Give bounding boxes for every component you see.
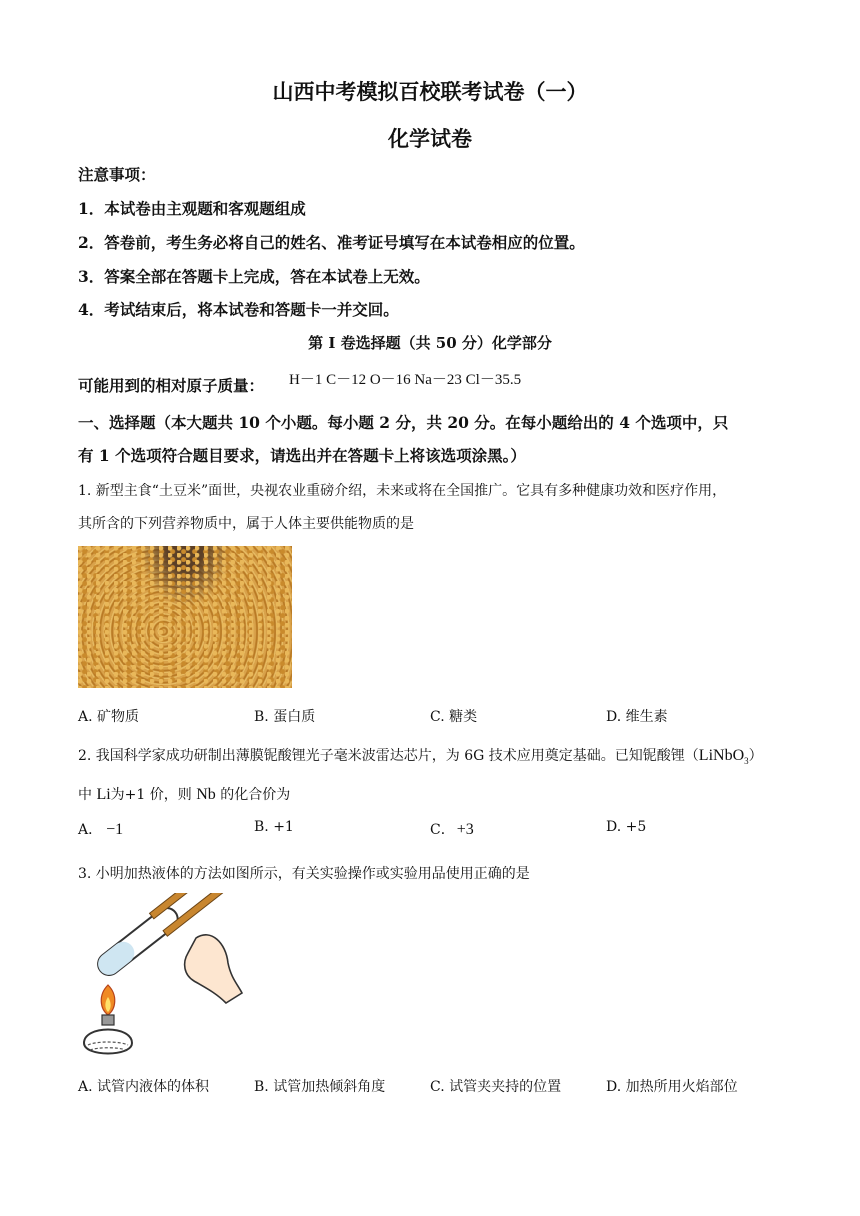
question-2-option-a [78, 819, 123, 839]
question-2-option-b: B. +1 [254, 819, 294, 835]
question-3-option-b: B. 试管加热倾斜角度 [254, 1079, 386, 1095]
section-title: 第 I 卷选择题（共 50 分）化学部分 [308, 334, 552, 352]
question-3-line1: 3. 小明加热液体的方法如图所示，有关实验操作或实验用品使用正确的是 [78, 866, 530, 882]
notice-item: 1．本试卷由主观题和客观题组成 [78, 199, 306, 218]
question-3-option-d: D. 加热所用火焰部位 [606, 1079, 738, 1095]
atomic-mass-values: H－1 C－12 O－16 Na－23 Cl－35.5 [289, 372, 522, 388]
hand-icon [185, 935, 242, 1003]
question-2-option-d: D. +5 [606, 819, 647, 835]
question-1-line2: 其所含的下列营养物质中，属于人体主要供能物质的是 [78, 516, 414, 532]
question-2-text: 为+1 价，则 [110, 787, 192, 803]
potato-rice-photo [78, 546, 292, 688]
question-2-option-c [430, 819, 474, 839]
option-value: −1 [106, 821, 124, 838]
question-3-option-a: A. 试管内液体的体积 [78, 1079, 210, 1095]
question-1-option-d: D. 维生素 [606, 709, 668, 725]
part-one-instructions-line1: 一、选择题（本大题共 10 个小题。每小题 2 分，共 20 分。在每小题给出的 4 个选项中，只 [78, 413, 729, 432]
question-2-line1 [78, 745, 763, 766]
option-letter: A． [78, 822, 103, 838]
exam-title: 山西中考模拟百校联考试卷（一） [272, 79, 588, 104]
atomic-mass-label: 可能用到的相对原子质量： [78, 376, 265, 395]
question-1-option-c: C. 糖类 [430, 709, 478, 725]
symbol-nb: Nb [196, 786, 216, 803]
notice-item: 2．答卷前，考生务必将自己的姓名、准考证号填写在本试卷相应的位置。 [78, 233, 585, 252]
formula-text: LiNbO [698, 747, 745, 764]
question-2-text: 的化合价为 [220, 787, 291, 803]
notice-item: 3．答案全部在答题卡上完成，答在本试卷上无效。 [78, 267, 430, 286]
notice-item: 4．考试结束后，将本试卷和答题卡一并交回。 [78, 300, 399, 319]
test-tube-icon [94, 904, 182, 980]
option-letter: C． [430, 822, 455, 838]
question-2-bracket: ） [748, 748, 763, 764]
formula-subscript: 3 [744, 756, 749, 767]
notice-heading: 注意事项： [78, 165, 156, 184]
question-3-option-c: C. 试管夹夹持的位置 [430, 1079, 562, 1095]
formula-linbo3 [698, 747, 749, 767]
question-2-line2 [78, 784, 290, 804]
question-2-text: 2. 我国科学家成功研制出薄膜铌酸锂光子毫米波雷达芯片，为 6G 技术应用奠定基础。已知铌酸锂（ [78, 748, 699, 764]
symbol-li: Li [96, 786, 111, 803]
part-one-instructions-line2: 有 1 个选项符合题目要求，请选出并在答题卡上将该选项涂黑。） [78, 446, 526, 465]
question-1-option-a: A. 矿物质 [78, 709, 140, 725]
question-2-text: 中 [78, 787, 92, 803]
option-value: +3 [456, 821, 474, 838]
question-1-line1: 1. 新型主食“土豆米”面世，央视农业重磅介绍，未来或将在全国推广。它具有多种健康功效和医疗作用， [78, 483, 727, 499]
heating-liquid-illustration [76, 893, 246, 1063]
question-1-option-b: B. 蛋白质 [254, 709, 316, 725]
exam-subtitle: 化学试卷 [388, 126, 472, 151]
